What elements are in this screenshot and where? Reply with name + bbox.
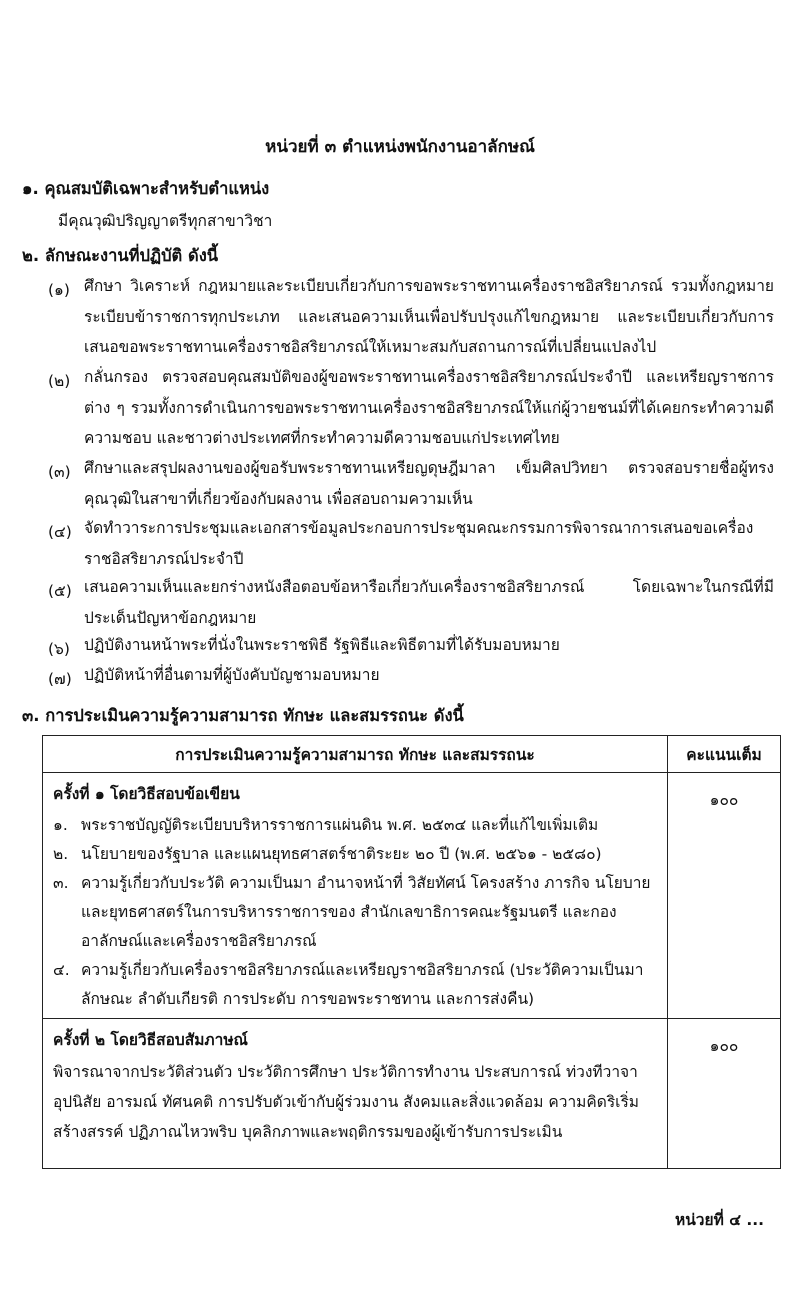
- duty-number: (๓): [48, 463, 71, 481]
- table-row: [43, 773, 781, 1019]
- round-2-score-cell: [668, 1019, 781, 1169]
- list-item: [53, 869, 659, 956]
- duty-text: ศึกษาและสรุปผลงานของผู้ขอรับพระราชทานเหรียญดุษฎีมาลา เข็มศิลปวิทยา ตรวจสอบรายชื่อผู้ทรงคุณวุฒิในสาขาที่เกี่ยวข้องกับผลงาน เพื่อสอบถามความเห็น: [84, 459, 774, 508]
- table-header-score: คะแนนเต็ม: [668, 736, 781, 773]
- duty-number: (๑): [48, 281, 70, 299]
- round-2-text: พิจารณาจากประวัติส่วนตัว ประวัติการศึกษา ประวัติการทำงาน ประสบการณ์ ท่วงทีวาจา อุปนิสัย อารมณ์ ทัศนคติ การปรับตัวเข้ากับผู้ร่วมงาน สังคมและสิ่งแวดล้อม ความคิดริเริ่มสร้างสรรค์ ปฏิภาณไหวพริบ บุคลิกภาพและพฤติกรรมของผู้เข้ารับการประเมิน: [53, 1063, 639, 1141]
- round-2-title: ครั้งที่ ๒ โดยวิธีสอบสัมภาษณ์: [53, 1031, 248, 1049]
- page-title: หน่วยที่ ๓ ตำแหน่งพนักงานอาลักษณ์: [265, 137, 535, 157]
- section-2-heading: ๒. ลักษณะงานที่ปฏิบัติ ดังนี้: [22, 246, 219, 265]
- table-row: [43, 1019, 781, 1169]
- duty-number: (๔): [48, 523, 72, 541]
- table-header-row: [43, 736, 781, 773]
- table-header-criteria: การประเมินความรู้ความสามารถ ทักษะ และสมรรถนะ: [43, 736, 668, 773]
- round-1-title: ครั้งที่ ๑ โดยวิธีสอบข้อเขียน: [53, 785, 240, 803]
- list-item: [53, 956, 659, 1014]
- duty-text: เสนอความเห็นและยกร่างหนังสือตอบข้อหารือเกี่ยวกับเครื่องราชอิสริยาภรณ์ โดยเฉพาะในกรณีที่มีประเด็นปัญหาข้อกฎหมาย: [84, 578, 774, 627]
- round-2-cell: [43, 1019, 668, 1169]
- round-2-score: ๑๐๐: [709, 1037, 739, 1055]
- page-footer-next-unit: หน่วยที่ ๔ ...: [674, 1211, 764, 1229]
- list-item: [53, 840, 659, 869]
- list-item-text: พระราชบัญญัติระเบียบบริหารราชการแผ่นดิน พ.ศ. ๒๕๓๔ และที่แก้ไขเพิ่มเติม: [81, 816, 599, 834]
- section-1-heading: ๑. คุณสมบัติเฉพาะสำหรับตำแหน่ง: [22, 179, 270, 198]
- duty-number: (๖): [48, 640, 70, 658]
- round-1-score: ๑๐๐: [709, 791, 739, 809]
- assessment-table: [42, 735, 781, 1169]
- list-item: [53, 811, 659, 840]
- list-item-text: ความรู้เกี่ยวกับเครื่องราชอิสริยาภรณ์และเหรียญราชอิสริยาภรณ์ (ประวัติความเป็นมา ลักษณะ ลำดับเกียรติ การประดับ การขอพระราชทาน และการส่งคืน): [81, 961, 644, 1008]
- duty-text: กลั่นกรอง ตรวจสอบคุณสมบัติของผู้ขอพระราชทานเครื่องราชอิสริยาภรณ์ประจำปี และเหรียญราชการต่าง ๆ รวมทั้งการดำเนินการขอพระราชทานเครื่องราชอิสริยาภรณ์ให้แก่ผู้วายชนม์ที่ได้เคยกระทำความดีความชอบ และชาวต่างประเทศที่กระทำความดีความชอบแก่ประเทศไทย: [84, 368, 774, 447]
- section-1-text: มีคุณวุฒิปริญญาตรีทุกสาขาวิชา: [58, 212, 273, 230]
- list-item-number: ๔.: [53, 961, 70, 979]
- duty-text: ปฏิบัติหน้าที่อื่นตามที่ผู้บังคับบัญชามอบหมาย: [84, 666, 380, 684]
- list-item-text: ความรู้เกี่ยวกับประวัติ ความเป็นมา อำนาจหน้าที่ วิสัยทัศน์ โครงสร้าง ภารกิจ นโยบาย และยุทธศาสตร์ในการบริหารราชการของ สำนักเลขาธิการคณะรัฐมนตรี และกองอาลักษณ์และเครื่องราชอิสริยาภรณ์: [81, 874, 651, 950]
- round-1-cell: [43, 773, 668, 1019]
- list-item-number: ๒.: [53, 845, 69, 863]
- section-3-heading: ๓. การประเมินความรู้ความสามารถ ทักษะ และสมรรถนะ ดังนี้: [22, 706, 464, 725]
- list-item-number: ๑.: [53, 816, 68, 834]
- list-item-text: นโยบายของรัฐบาล และแผนยุทธศาสตร์ชาติระยะ ๒๐ ปี (พ.ศ. ๒๕๖๑ - ๒๕๘๐): [81, 845, 602, 863]
- list-item-number: ๓.: [53, 874, 69, 892]
- duty-number: (๒): [48, 372, 71, 390]
- duty-text: ปฏิบัติงานหน้าพระที่นั่งในพระราชพิธี รัฐพิธีและพิธีตามที่ได้รับมอบหมาย: [84, 636, 560, 654]
- duty-number: (๕): [48, 582, 72, 600]
- round-1-score-cell: [668, 773, 781, 1019]
- duty-text: จัดทำวาระการประชุมและเอกสารข้อมูลประกอบการประชุมคณะกรรมการพิจารณาการเสนอขอเครื่องราชอิสริยาภรณ์ประจำปี: [84, 519, 754, 568]
- duty-number: (๗): [48, 670, 72, 688]
- duty-text: ศึกษา วิเคราะห์ กฎหมายและระเบียบเกี่ยวกับการขอพระราชทานเครื่องราชอิสริยาภรณ์ รวมทั้งกฎหมายระเบียบข้าราชการทุกประเภท และเสนอความเห็นเพื่อปรับปรุงแก้ไขกฎหมาย และระเบียบเกี่ยวกับการเสนอขอพระราชทานเครื่องราชอิสริยาภรณ์ให้เหมาะสมกับสถานการณ์ที่เปลี่ยนแปลงไป: [84, 277, 774, 356]
